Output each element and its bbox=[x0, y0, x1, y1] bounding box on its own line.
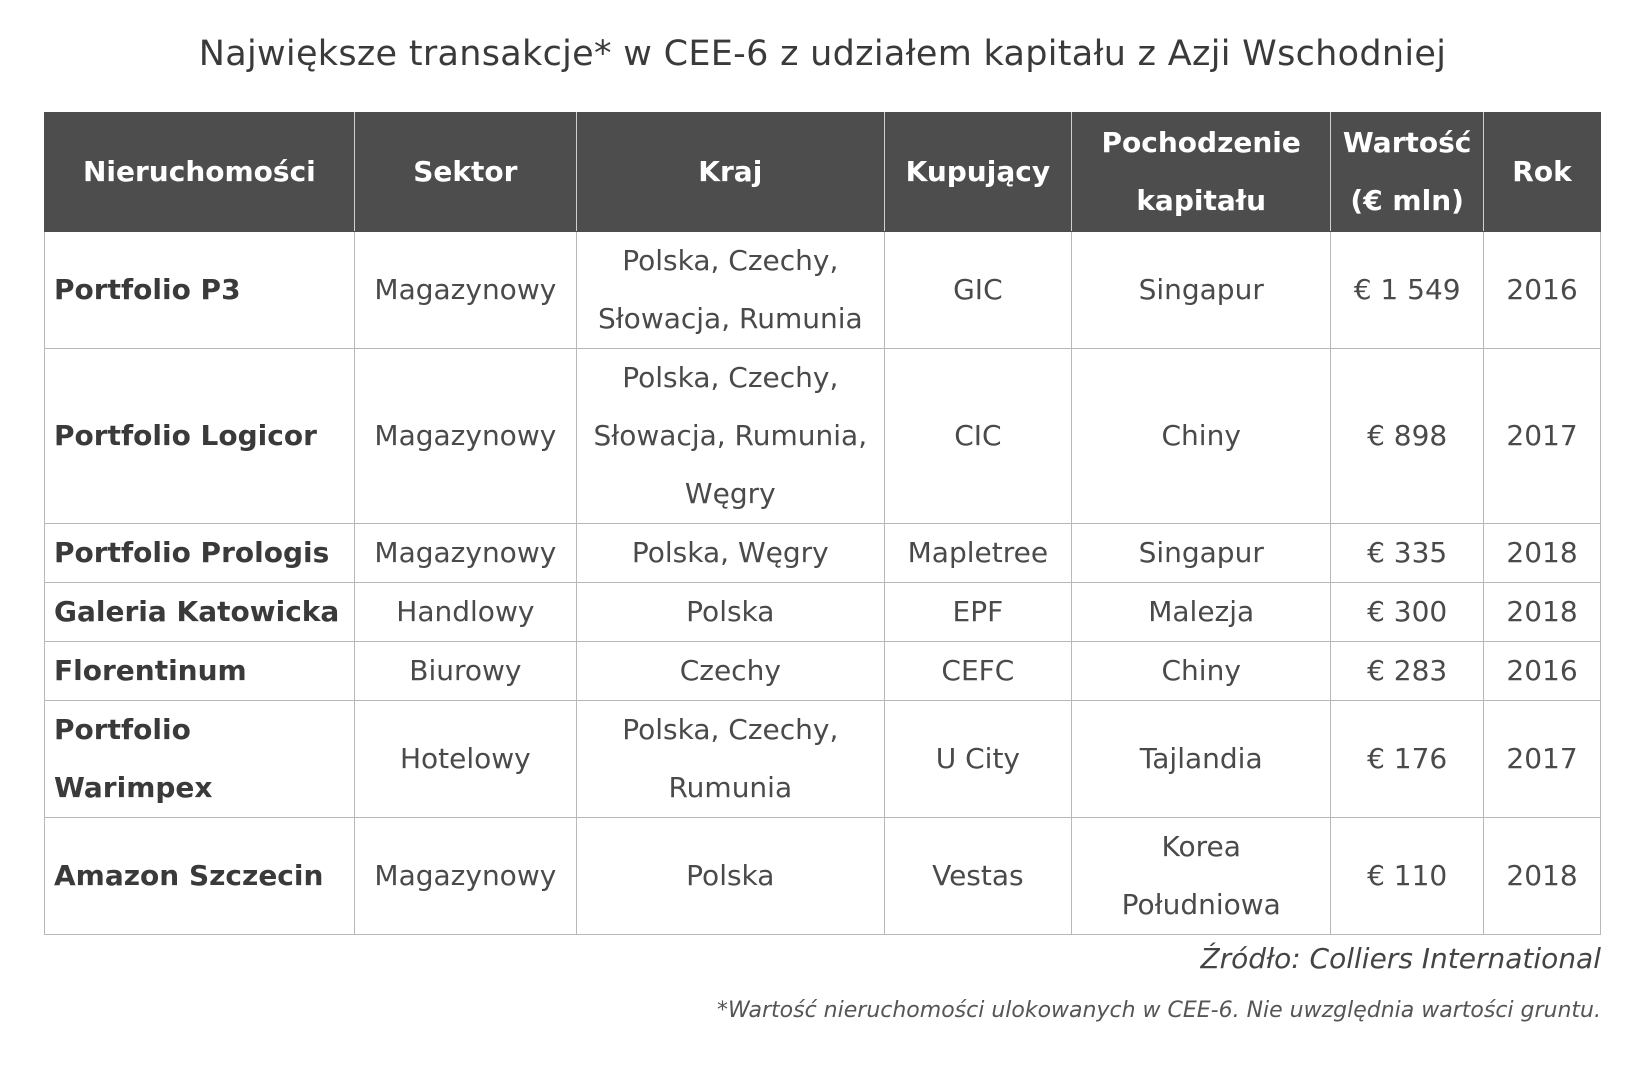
country-cell: Czechy bbox=[577, 642, 885, 701]
table-row bbox=[45, 642, 1601, 701]
country-cell: Polska bbox=[577, 818, 885, 935]
property-name-cell: Portfolio P3 bbox=[45, 232, 355, 349]
year-cell: 2017 bbox=[1484, 349, 1601, 524]
country-cell: Polska bbox=[577, 583, 885, 642]
column-header: Rok bbox=[1484, 113, 1601, 232]
header-row bbox=[45, 113, 1601, 232]
year-cell: 2018 bbox=[1484, 818, 1601, 935]
table-row bbox=[45, 524, 1601, 583]
table-row bbox=[45, 818, 1601, 935]
buyer-cell: Vestas bbox=[884, 818, 1072, 935]
column-header: Kraj bbox=[577, 113, 885, 232]
value-cell: € 110 bbox=[1331, 818, 1484, 935]
buyer-cell: GIC bbox=[884, 232, 1072, 349]
country-cell: Polska, Czechy, Słowacja, Rumunia, Węgry bbox=[577, 349, 885, 524]
buyer-cell: EPF bbox=[884, 583, 1072, 642]
table-row bbox=[45, 583, 1601, 642]
table-title: Największe transakcje* w CEE-6 z udziałem kapitału z Azji Wschodniej bbox=[198, 34, 1447, 74]
value-cell: € 898 bbox=[1331, 349, 1484, 524]
year-cell: 2016 bbox=[1484, 232, 1601, 349]
property-name-cell: Galeria Katowicka bbox=[45, 583, 355, 642]
column-header: Kupujący bbox=[884, 113, 1072, 232]
sector-cell: Magazynowy bbox=[354, 232, 576, 349]
transactions-table bbox=[44, 112, 1601, 935]
year-cell: 2018 bbox=[1484, 524, 1601, 583]
capital-origin-cell: Chiny bbox=[1072, 642, 1331, 701]
sector-cell: Biurowy bbox=[354, 642, 576, 701]
column-header: Wartość (€ mln) bbox=[1331, 113, 1484, 232]
country-cell: Polska, Czechy, Rumunia bbox=[577, 701, 885, 818]
capital-origin-cell: Malezja bbox=[1072, 583, 1331, 642]
value-cell: € 283 bbox=[1331, 642, 1484, 701]
buyer-cell: U City bbox=[884, 701, 1072, 818]
country-cell: Polska, Czechy, Słowacja, Rumunia bbox=[577, 232, 885, 349]
value-cell: € 335 bbox=[1331, 524, 1484, 583]
buyer-cell: CEFC bbox=[884, 642, 1072, 701]
year-cell: 2018 bbox=[1484, 583, 1601, 642]
value-cell: € 1 549 bbox=[1331, 232, 1484, 349]
column-header: Nieruchomości bbox=[45, 113, 355, 232]
table-row bbox=[45, 232, 1601, 349]
sector-cell: Magazynowy bbox=[354, 818, 576, 935]
capital-origin-cell: Tajlandia bbox=[1072, 701, 1331, 818]
property-name-cell: Amazon Szczecin bbox=[45, 818, 355, 935]
country-cell: Polska, Węgry bbox=[577, 524, 885, 583]
year-cell: 2016 bbox=[1484, 642, 1601, 701]
capital-origin-cell: Chiny bbox=[1072, 349, 1331, 524]
sector-cell: Hotelowy bbox=[354, 701, 576, 818]
buyer-cell: Mapletree bbox=[884, 524, 1072, 583]
value-cell: € 300 bbox=[1331, 583, 1484, 642]
column-header: Sektor bbox=[354, 113, 576, 232]
buyer-cell: CIC bbox=[884, 349, 1072, 524]
property-name-cell: Portfolio Warimpex bbox=[45, 701, 355, 818]
capital-origin-cell: Singapur bbox=[1072, 232, 1331, 349]
capital-origin-cell: Korea Południowa bbox=[1072, 818, 1331, 935]
capital-origin-cell: Singapur bbox=[1072, 524, 1331, 583]
sector-cell: Magazynowy bbox=[354, 524, 576, 583]
property-name-cell: Portfolio Prologis bbox=[45, 524, 355, 583]
property-name-cell: Portfolio Logicor bbox=[45, 349, 355, 524]
value-cell: € 176 bbox=[1331, 701, 1484, 818]
sector-cell: Magazynowy bbox=[354, 349, 576, 524]
footnote: *Wartość nieruchomości ulokowanych w CEE-6. Nie uwzględnia wartości gruntu. bbox=[716, 998, 1601, 1023]
table-row bbox=[45, 701, 1601, 818]
property-name-cell: Florentinum bbox=[45, 642, 355, 701]
year-cell: 2017 bbox=[1484, 701, 1601, 818]
column-header: Pochodzenie kapitału bbox=[1072, 113, 1331, 232]
table-body bbox=[45, 232, 1601, 935]
table-row bbox=[45, 349, 1601, 524]
source-note: Źródło: Colliers International bbox=[1200, 942, 1601, 975]
sector-cell: Handlowy bbox=[354, 583, 576, 642]
